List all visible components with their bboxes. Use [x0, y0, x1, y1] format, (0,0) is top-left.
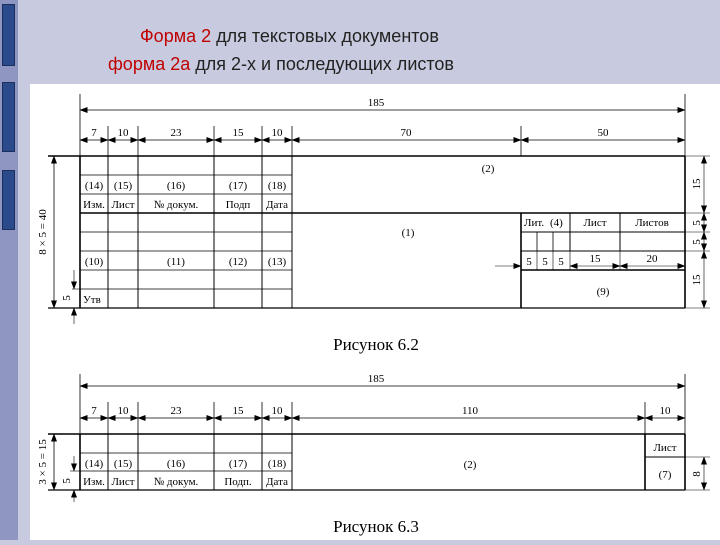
fig2-right-dim: 8	[691, 471, 703, 477]
fig2-label-izm: Изм.	[83, 476, 105, 488]
fig1-code-12: (12)	[228, 256, 248, 268]
fig1-left-dim: 8 × 5 = 40	[37, 209, 49, 255]
fig2-dim-7: 7	[91, 405, 97, 417]
fig2-code-17: (17)	[228, 458, 248, 470]
fig1-right-dim-5a: 5	[691, 220, 703, 226]
figure-6-2-labels	[37, 97, 703, 354]
left-sidebar-bar	[0, 0, 18, 540]
sidebar-tab-1	[2, 4, 15, 66]
fig2-label-docnum: № докум.	[153, 476, 199, 488]
fig2-left-dim-small: 5	[61, 478, 73, 484]
fig1-lit-dim-3: 5	[558, 256, 564, 268]
sidebar-tab-3	[2, 170, 15, 230]
fig2-left-dim: 3 × 5 = 15	[37, 439, 49, 485]
stamp-drawings	[30, 84, 720, 540]
fig2-dim-15: 15	[232, 405, 244, 417]
fig1-field-9: (9)	[596, 286, 610, 298]
title-line-1	[140, 26, 439, 47]
fig1-dim-50: 50	[597, 127, 609, 139]
fig1-label-docnum: № докум.	[153, 199, 199, 211]
fig2-code-18: (18)	[267, 458, 287, 470]
fig1-dim-23: 23	[170, 127, 182, 139]
title-line-2	[108, 54, 454, 75]
fig2-code-16: (16)	[166, 458, 186, 470]
fig1-dim-10a: 10	[117, 127, 129, 139]
fig1-code-18: (18)	[267, 180, 287, 192]
fig2-dim-23: 23	[170, 405, 182, 417]
fig1-field-1: (1)	[401, 227, 415, 239]
fig1-dim-70: 70	[400, 127, 412, 139]
fig1-field-2: (2)	[481, 163, 495, 175]
title-line2-rest: для 2-х и последующих листов	[190, 54, 454, 74]
fig1-total-dim: 185	[367, 97, 385, 109]
sidebar-tab-2	[2, 82, 15, 152]
fig1-lit-dim-1: 5	[526, 256, 532, 268]
fig1-label-data: Дата	[266, 199, 288, 211]
fig1-dim-10b: 10	[271, 127, 283, 139]
title-form2: Форма 2	[140, 26, 212, 46]
fig1-dim-7: 7	[91, 127, 97, 139]
figure-6-3-labels	[37, 373, 703, 536]
fig1-right-dim-15a: 15	[691, 178, 703, 190]
fig1-list: Лист	[583, 217, 607, 229]
fig1-lit-dim-2: 5	[542, 256, 548, 268]
fig1-lit: Лит.	[524, 217, 545, 229]
fig2-dim-10a: 10	[117, 405, 129, 417]
fig1-right-dim-15b: 15	[691, 274, 703, 286]
fig1-listov: Листов	[635, 217, 669, 229]
fig2-label-data: Дата	[266, 476, 288, 488]
fig2-field-2: (2)	[463, 459, 477, 471]
fig2-total-dim: 185	[367, 373, 385, 385]
fig2-list: Лист	[653, 442, 677, 454]
fig1-label-izm: Изм.	[83, 199, 105, 211]
fig1-code-11: (11)	[167, 256, 185, 268]
slide-title	[20, 22, 720, 82]
fig1-utv: Утв	[83, 294, 101, 306]
fig2-label-list: Лист	[111, 476, 135, 488]
fig1-dim-15: 15	[232, 127, 244, 139]
fig1-right-dim-5b: 5	[691, 239, 703, 245]
fig1-label-podp: Подп	[225, 199, 251, 211]
fig1-lit-dim-15: 15	[589, 253, 601, 265]
fig1-left-dim-small: 5	[61, 295, 73, 301]
title-line1-rest: для текстовых документов	[211, 26, 439, 46]
fig2-caption: Рисунок 6.3	[333, 517, 419, 536]
fig1-caption: Рисунок 6.2	[333, 335, 419, 354]
fig1-field-4: (4)	[550, 217, 563, 229]
fig1-code-15: (15)	[113, 180, 133, 192]
figure-6-3	[48, 374, 710, 502]
fig1-code-17: (17)	[228, 180, 248, 192]
fig1-code-14: (14)	[84, 180, 104, 192]
fig1-code-16: (16)	[166, 180, 186, 192]
drawing-sheet	[30, 84, 720, 540]
fig2-dim-10b: 10	[271, 405, 283, 417]
fig1-code-10: (10)	[84, 256, 104, 268]
fig2-code-14: (14)	[84, 458, 104, 470]
fig1-lit-dim-20: 20	[646, 253, 658, 265]
figure-6-2	[48, 94, 710, 324]
fig1-label-list: Лист	[111, 199, 135, 211]
fig1-code-13: (13)	[267, 256, 287, 268]
fig2-label-podp: Подп.	[224, 476, 252, 488]
fig2-code-15: (15)	[113, 458, 133, 470]
fig2-field-7: (7)	[658, 469, 672, 481]
fig2-dim-110: 110	[461, 405, 479, 417]
fig2-dim-10c: 10	[659, 405, 671, 417]
title-form2a: форма 2а	[108, 54, 191, 74]
